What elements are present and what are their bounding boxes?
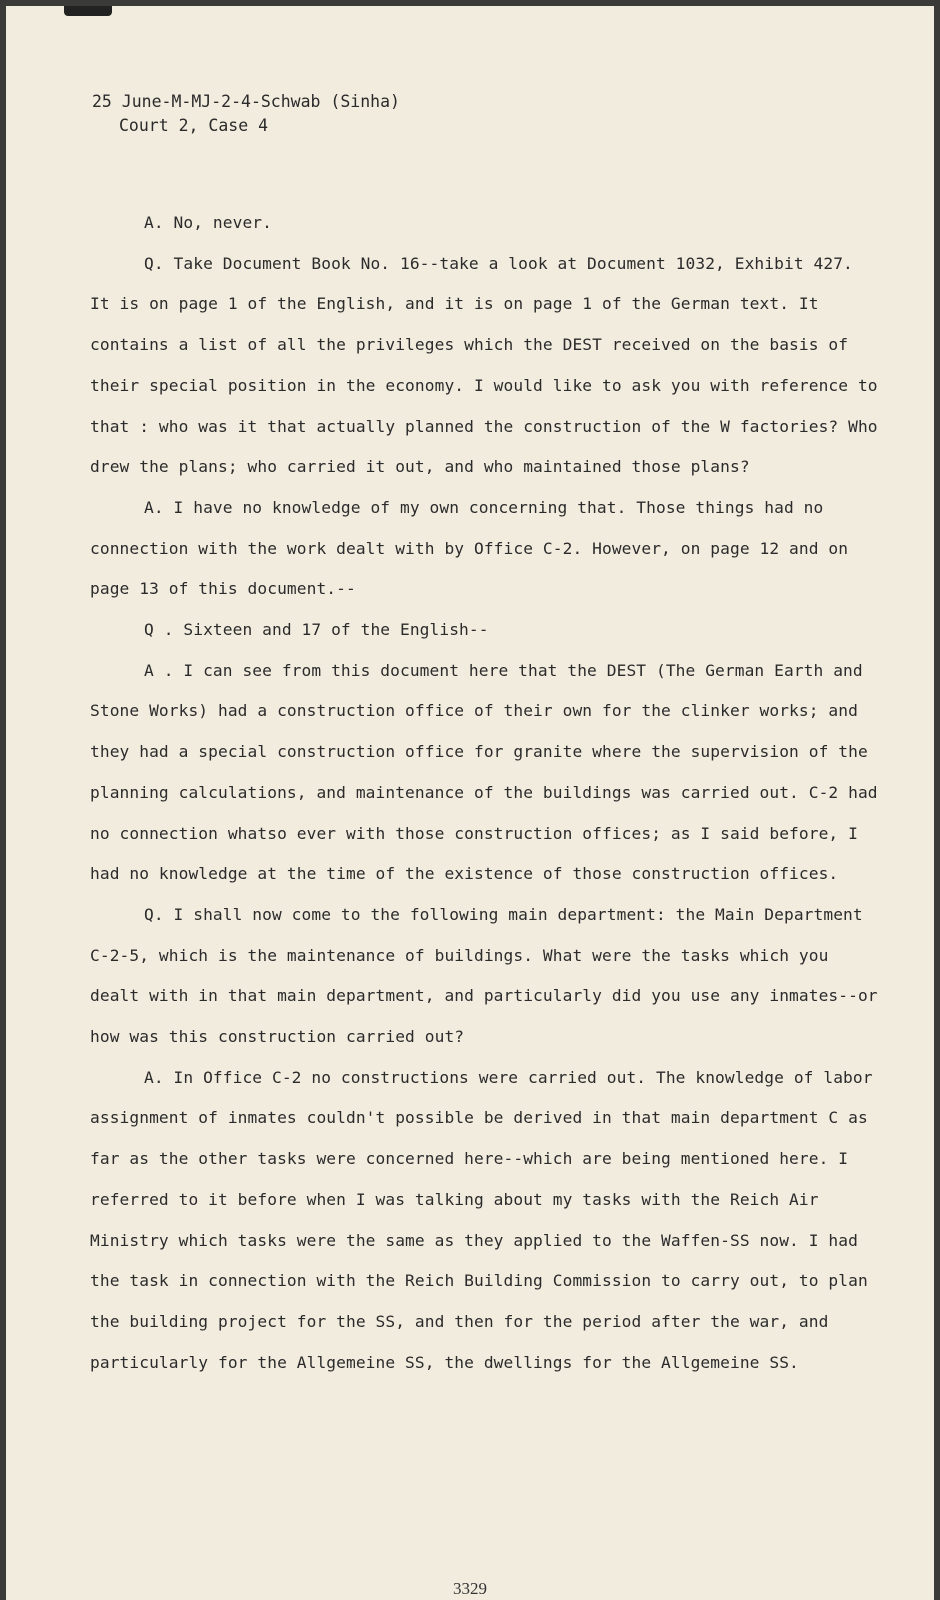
transcript-paragraph-1: A. No, never. <box>144 213 272 232</box>
transcript-paragraph-6: Q. I shall now come to the following main department: the Main Department C-2-5, which is the maintenance of buildings. What were the tasks which you dealt with in that main department, and particularly did you use any inmates--or how was this construction carried out? <box>90 904 878 1047</box>
page-number: 3329 <box>453 1579 487 1598</box>
transcript-paragraph-7: A. In Office C-2 no constructions were carried out. The knowledge of labor assignment of inmates couldn't possible be derived in that main department C as far as the other tasks were concerned here--which are being mentioned here. I referred to it before when I was talking about my tasks with the Reich Air Ministry which tasks were the same as they applied to the Waffen-SS now. I had the task in connection with the Reich Building Commission to carry out, to plan the building project for the SS, and then for the period after the war, and particularly for the Allgemeine SS, the dwellings for the Allgemeine SS. <box>90 1067 873 1372</box>
document-header <box>92 90 400 138</box>
transcript-paragraph-3: A. I have no knowledge of my own concerning that. Those things had no connection with the work dealt with by Office C-2. However, on page 12 and on page 13 of this document.-- <box>90 497 849 599</box>
transcript-paragraph-2: Q. Take Document Book No. 16--take a look at Document 1032, Exhibit 427. It is on page 1 of the English, and it is on page 1 of the German text. It contains a list of all the privileges which the DEST received on the basis of their special position in the economy. I would like to ask you with reference to that : who was it that actually planned the construction of the W factories? Who drew the plans; who carried it out, and who maintained those plans? <box>90 253 878 477</box>
transcript-paragraph-4: Q . Sixteen and 17 of the English-- <box>144 620 489 640</box>
header-line-court: Court 2, Case 4 <box>119 116 269 135</box>
transcript-body <box>90 203 880 1383</box>
binder-tab <box>64 6 112 16</box>
transcript-paragraph-5: A . I can see from this document here that the DEST (The German Earth and Stone Works) had a construction office of their own for the clinker works; and they had a special construction office for granite where the supervision of the planning calculations, and maintenance of the buildings was carried out. C-2 had no connection whatso ever with those construction offices; as I said before, I had no knowledge at the time of the existence of those construction offices. <box>90 660 878 884</box>
document-page <box>6 6 934 1600</box>
header-line-session: 25 June-M-MJ-2-4-Schwab (Sinha) <box>92 92 400 111</box>
